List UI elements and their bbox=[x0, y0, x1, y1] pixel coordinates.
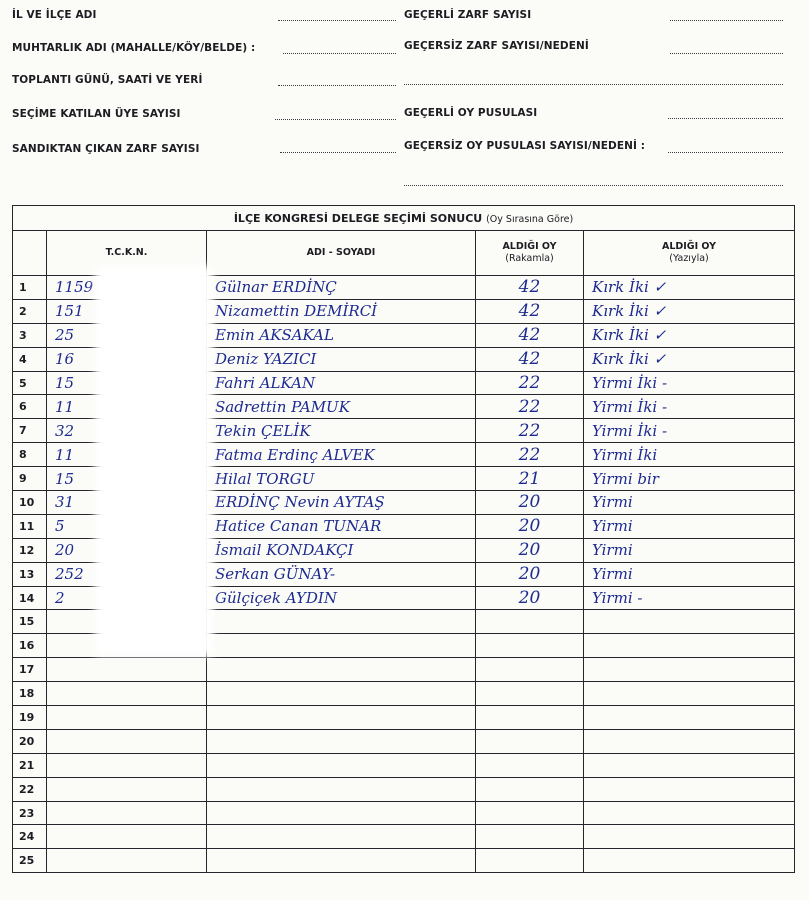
row-number: 18 bbox=[13, 682, 47, 706]
votes-num-cell[interactable] bbox=[476, 706, 584, 730]
votes-text-cell[interactable]: Kırk İki ✓ bbox=[584, 323, 795, 347]
tckn-cell[interactable]: 25 bbox=[47, 323, 207, 347]
votes-num-cell[interactable]: 20 bbox=[476, 491, 584, 515]
votes-num-cell[interactable] bbox=[476, 825, 584, 849]
votes-num-cell[interactable]: 42 bbox=[476, 347, 584, 371]
header-tckn: T.C.K.N. bbox=[47, 231, 207, 276]
tckn-cell[interactable]: 20 bbox=[47, 538, 207, 562]
votes-num-cell[interactable]: 22 bbox=[476, 443, 584, 467]
row-number: 22 bbox=[13, 777, 47, 801]
name-cell[interactable] bbox=[207, 634, 476, 658]
row-number: 9 bbox=[13, 467, 47, 491]
row-number: 20 bbox=[13, 729, 47, 753]
votes-num-cell[interactable] bbox=[476, 610, 584, 634]
tckn-cell[interactable] bbox=[47, 753, 207, 777]
row-number: 14 bbox=[13, 586, 47, 610]
row-number: 11 bbox=[13, 514, 47, 538]
name-cell[interactable] bbox=[207, 610, 476, 634]
votes-text-cell[interactable]: Yirmi İki - bbox=[584, 371, 795, 395]
row-number: 23 bbox=[13, 801, 47, 825]
votes-text-cell[interactable]: Yirmi bbox=[584, 538, 795, 562]
header-votes-num-line2: (Rakamla) bbox=[505, 253, 554, 264]
table-row bbox=[13, 729, 795, 753]
header-name: ADI - SOYADI bbox=[207, 231, 476, 276]
field-line-gecerli-oy[interactable] bbox=[668, 108, 783, 119]
votes-num-cell[interactable]: 42 bbox=[476, 323, 584, 347]
votes-text-cell[interactable]: Yirmi bbox=[584, 514, 795, 538]
row-number: 2 bbox=[13, 299, 47, 323]
field-line-toplanti[interactable] bbox=[278, 75, 396, 86]
field-line-gecersiz-oy[interactable] bbox=[668, 142, 783, 153]
tckn-cell[interactable]: 11 bbox=[47, 395, 207, 419]
votes-num-cell[interactable] bbox=[476, 682, 584, 706]
name-cell[interactable]: Deniz YAZICI bbox=[207, 347, 476, 371]
table-row bbox=[13, 706, 795, 730]
table-row bbox=[13, 682, 795, 706]
votes-text-cell[interactable]: Yirmi bbox=[584, 491, 795, 515]
tckn-cell[interactable]: 252 bbox=[47, 562, 207, 586]
header-votes-text bbox=[584, 231, 795, 276]
tckn-cell[interactable] bbox=[47, 825, 207, 849]
name-cell[interactable]: Sadrettin PAMUK bbox=[207, 395, 476, 419]
votes-text-cell[interactable] bbox=[584, 849, 795, 873]
votes-text-cell[interactable] bbox=[584, 610, 795, 634]
name-cell[interactable] bbox=[207, 825, 476, 849]
name-cell[interactable]: Hatice Canan TUNAR bbox=[207, 514, 476, 538]
tckn-cell[interactable] bbox=[47, 801, 207, 825]
header-votes-num-line1: ALDIĞI OY bbox=[502, 241, 557, 252]
header-votes-text-line2: (Yazıyla) bbox=[669, 253, 709, 264]
votes-text-cell[interactable] bbox=[584, 729, 795, 753]
votes-text-cell[interactable] bbox=[584, 682, 795, 706]
tckn-cell[interactable]: 32 bbox=[47, 419, 207, 443]
row-number: 13 bbox=[13, 562, 47, 586]
row-number: 6 bbox=[13, 395, 47, 419]
field-line-zarf-sayisi[interactable] bbox=[280, 142, 396, 153]
row-number: 25 bbox=[13, 849, 47, 873]
name-cell[interactable] bbox=[207, 682, 476, 706]
tckn-cell[interactable] bbox=[47, 849, 207, 873]
name-cell[interactable] bbox=[207, 753, 476, 777]
tckn-cell[interactable]: 15 bbox=[47, 467, 207, 491]
votes-num-cell[interactable]: 21 bbox=[476, 467, 584, 491]
field-label-muhtarlik: MUHTARLIK ADI (MAHALLE/KÖY/BELDE) : bbox=[12, 42, 256, 54]
votes-num-cell[interactable] bbox=[476, 634, 584, 658]
tckn-cell[interactable]: 151 bbox=[47, 299, 207, 323]
votes-text-cell[interactable]: Yirmi İki - bbox=[584, 395, 795, 419]
votes-text-cell[interactable] bbox=[584, 658, 795, 682]
votes-num-cell[interactable] bbox=[476, 849, 584, 873]
votes-num-cell[interactable]: 20 bbox=[476, 538, 584, 562]
tckn-cell[interactable] bbox=[47, 682, 207, 706]
votes-num-cell[interactable]: 22 bbox=[476, 419, 584, 443]
name-cell[interactable]: Gülnar ERDİNÇ bbox=[207, 276, 476, 300]
table-row bbox=[13, 777, 795, 801]
row-number: 24 bbox=[13, 825, 47, 849]
name-cell[interactable] bbox=[207, 658, 476, 682]
votes-num-cell[interactable]: 42 bbox=[476, 276, 584, 300]
name-cell[interactable] bbox=[207, 706, 476, 730]
votes-num-cell[interactable] bbox=[476, 729, 584, 753]
field-line-uye-sayisi[interactable] bbox=[275, 109, 396, 120]
field-label-gecerli-zarf: GEÇERLİ ZARF SAYISI bbox=[404, 9, 532, 21]
votes-num-cell[interactable]: 20 bbox=[476, 514, 584, 538]
field-line-muhtarlik[interactable] bbox=[283, 43, 396, 54]
row-number: 8 bbox=[13, 443, 47, 467]
name-cell[interactable]: Tekin ÇELİK bbox=[207, 419, 476, 443]
votes-num-cell[interactable] bbox=[476, 753, 584, 777]
name-cell[interactable]: Emin AKSAKAL bbox=[207, 323, 476, 347]
row-number: 10 bbox=[13, 491, 47, 515]
votes-num-cell[interactable]: 42 bbox=[476, 299, 584, 323]
tckn-cell[interactable]: 5 bbox=[47, 514, 207, 538]
privacy-redaction bbox=[95, 266, 213, 656]
name-cell[interactable]: ERDİNÇ Nevin AYTAŞ bbox=[207, 491, 476, 515]
row-number: 3 bbox=[13, 323, 47, 347]
header-votes-num bbox=[476, 231, 584, 276]
tckn-cell[interactable]: 16 bbox=[47, 347, 207, 371]
votes-num-cell[interactable] bbox=[476, 777, 584, 801]
name-cell[interactable]: İsmail KONDAKÇI bbox=[207, 538, 476, 562]
name-cell[interactable]: Gülçiçek AYDIN bbox=[207, 586, 476, 610]
row-number: 7 bbox=[13, 419, 47, 443]
table-title: İLÇE KONGRESİ DELEGE SEÇİMİ SONUCU bbox=[233, 211, 483, 225]
table-row bbox=[13, 849, 795, 873]
header-votes-text-line1: ALDIĞI OY bbox=[661, 241, 717, 252]
votes-text-cell[interactable] bbox=[584, 753, 795, 777]
field-label-gecersiz-oy: GEÇERSİZ OY PUSULASI SAYISI/NEDENİ : bbox=[404, 140, 646, 152]
votes-text-cell[interactable]: Yirmi bbox=[584, 562, 795, 586]
field-line-extra-1[interactable] bbox=[404, 74, 783, 85]
field-label-zarf-sayisi: SANDIKTAN ÇIKAN ZARF SAYISI bbox=[12, 143, 200, 155]
name-cell[interactable]: Fahri ALKAN bbox=[207, 371, 476, 395]
table-row bbox=[13, 753, 795, 777]
row-number: 21 bbox=[13, 753, 47, 777]
table-row bbox=[13, 825, 795, 849]
tckn-cell[interactable]: 31 bbox=[47, 491, 207, 515]
field-line-il-ilce[interactable] bbox=[278, 10, 396, 21]
field-label-uye-sayisi: SEÇİME KATILAN ÜYE SAYISI bbox=[12, 108, 181, 120]
field-line-gecerli-zarf[interactable] bbox=[670, 10, 783, 21]
votes-text-cell[interactable]: Yirmi İki bbox=[584, 443, 795, 467]
tckn-cell[interactable]: 11 bbox=[47, 443, 207, 467]
votes-num-cell[interactable]: 22 bbox=[476, 371, 584, 395]
tckn-cell[interactable]: 15 bbox=[47, 371, 207, 395]
tckn-cell[interactable]: 2 bbox=[47, 586, 207, 610]
field-line-gecersiz-zarf[interactable] bbox=[670, 43, 783, 54]
votes-text-cell[interactable]: Yirmi - bbox=[584, 586, 795, 610]
votes-num-cell[interactable]: 20 bbox=[476, 586, 584, 610]
row-number: 5 bbox=[13, 371, 47, 395]
field-line-extra-2[interactable] bbox=[404, 175, 783, 186]
votes-text-cell[interactable] bbox=[584, 825, 795, 849]
table-title-cell bbox=[13, 206, 795, 231]
field-label-il-ilce: İL VE İLÇE ADI bbox=[12, 9, 97, 21]
votes-text-cell[interactable]: Kırk İki ✓ bbox=[584, 276, 795, 300]
name-cell[interactable]: Hilal TORGU bbox=[207, 467, 476, 491]
tckn-cell[interactable] bbox=[47, 777, 207, 801]
field-label-gecerli-oy: GEÇERLİ OY PUSULASI bbox=[404, 107, 538, 119]
field-label-toplanti: TOPLANTI GÜNÜ, SAATİ VE YERİ bbox=[12, 74, 203, 86]
votes-text-cell[interactable] bbox=[584, 777, 795, 801]
votes-text-cell[interactable] bbox=[584, 801, 795, 825]
row-number: 12 bbox=[13, 538, 47, 562]
votes-text-cell[interactable]: Kırk İki ✓ bbox=[584, 347, 795, 371]
votes-num-cell[interactable]: 22 bbox=[476, 395, 584, 419]
table-row bbox=[13, 658, 795, 682]
name-cell[interactable] bbox=[207, 849, 476, 873]
votes-text-cell[interactable]: Kırk İki ✓ bbox=[584, 299, 795, 323]
field-label-gecersiz-zarf: GEÇERSİZ ZARF SAYISI/NEDENİ bbox=[404, 40, 589, 52]
table-row bbox=[13, 801, 795, 825]
row-number: 15 bbox=[13, 610, 47, 634]
name-cell[interactable] bbox=[207, 777, 476, 801]
row-number: 17 bbox=[13, 658, 47, 682]
row-number: 4 bbox=[13, 347, 47, 371]
tckn-cell[interactable] bbox=[47, 706, 207, 730]
row-number: 19 bbox=[13, 706, 47, 730]
votes-num-cell[interactable]: 20 bbox=[476, 562, 584, 586]
votes-text-cell[interactable]: Yirmi bir bbox=[584, 467, 795, 491]
name-cell[interactable]: Serkan GÜNAY- bbox=[207, 562, 476, 586]
votes-text-cell[interactable] bbox=[584, 706, 795, 730]
table-title-note: (Oy Sırasına Göre) bbox=[486, 213, 574, 225]
row-number: 1 bbox=[13, 276, 47, 300]
name-cell[interactable] bbox=[207, 801, 476, 825]
votes-num-cell[interactable] bbox=[476, 801, 584, 825]
name-cell[interactable]: Nizamettin DEMİRCİ bbox=[207, 299, 476, 323]
tckn-cell[interactable] bbox=[47, 658, 207, 682]
tckn-cell[interactable]: 1159 bbox=[47, 276, 207, 300]
name-cell[interactable]: Fatma Erdinç ALVEK bbox=[207, 443, 476, 467]
row-number: 16 bbox=[13, 634, 47, 658]
name-cell[interactable] bbox=[207, 729, 476, 753]
votes-text-cell[interactable] bbox=[584, 634, 795, 658]
tckn-cell[interactable] bbox=[47, 729, 207, 753]
header-no bbox=[13, 231, 47, 276]
votes-num-cell[interactable] bbox=[476, 658, 584, 682]
votes-text-cell[interactable]: Yirmi İki - bbox=[584, 419, 795, 443]
